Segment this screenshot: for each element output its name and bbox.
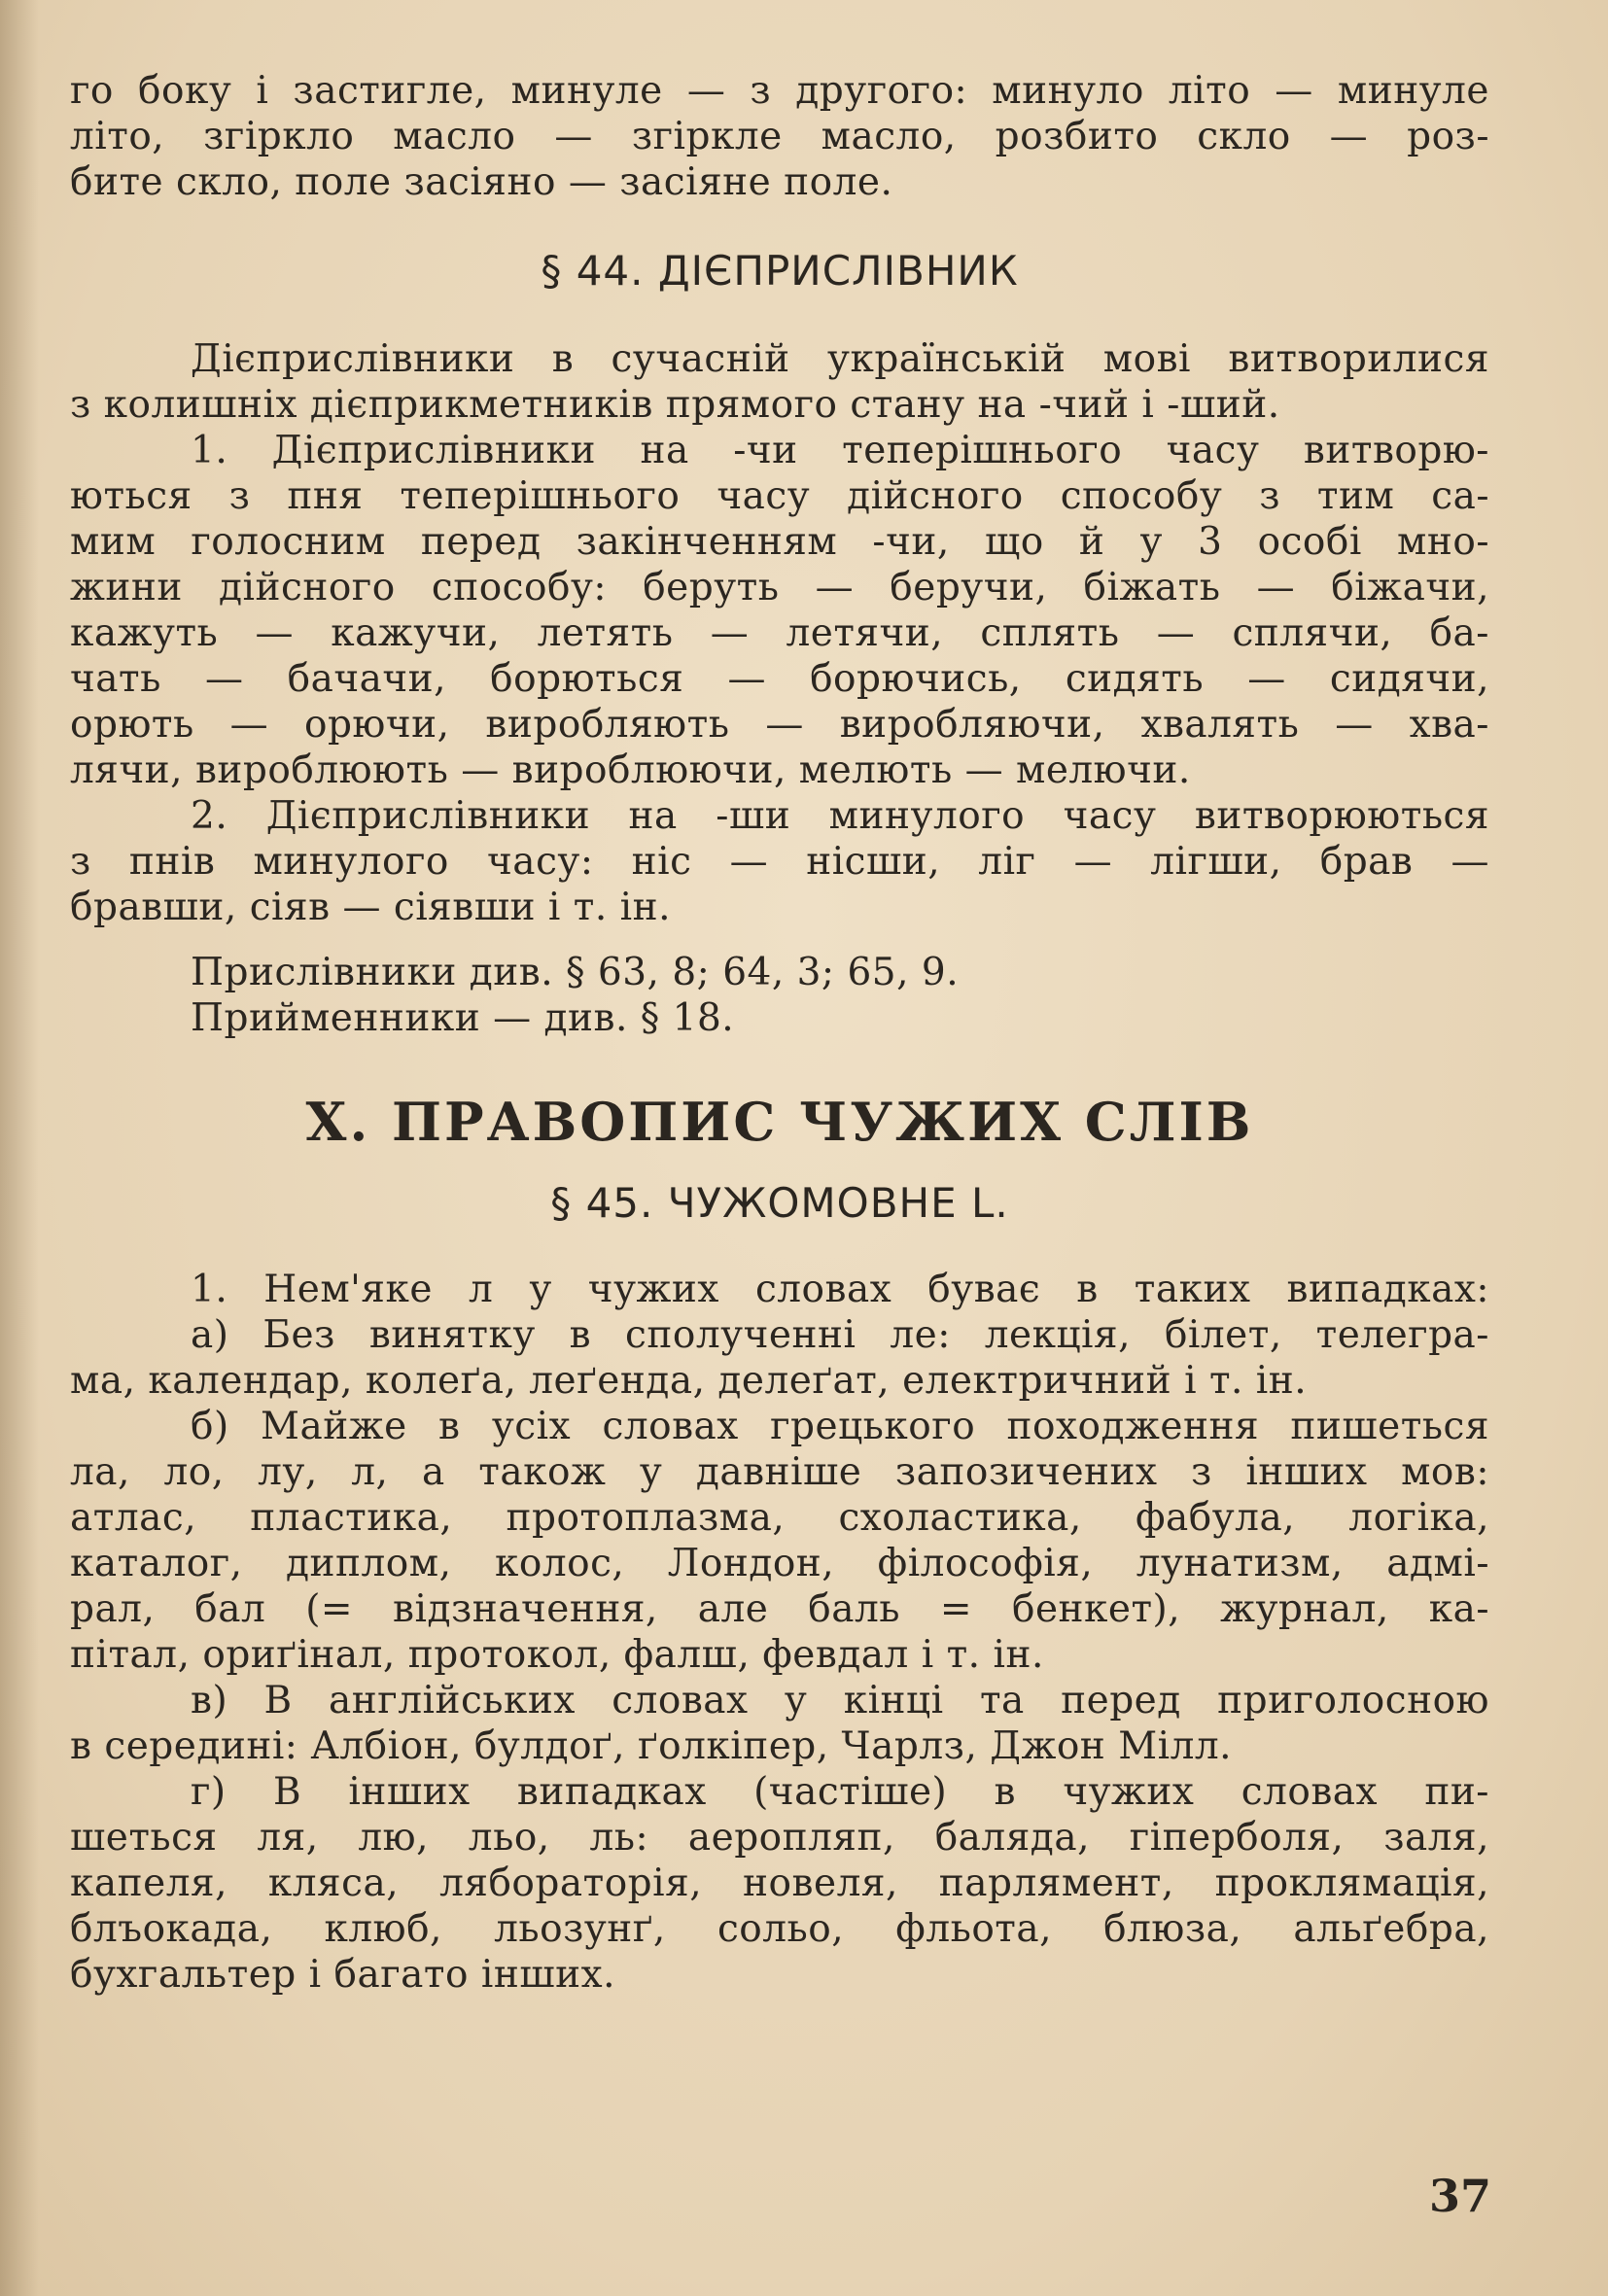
section-45-item-g [70, 1769, 1489, 1998]
section-45-item-a [70, 1312, 1489, 1404]
text-line: пітал, ориґінал, протокол, фалш, февдал і т. ін. [70, 1633, 1044, 1677]
text-line: блъокада, клюб, льозунґ, сольо, фльота, блюза, альґебра, [70, 1907, 1489, 1951]
text-line: ються з пня теперішнього часу дійсного способу з тим са- [70, 474, 1489, 518]
text-line: каталог, диплом, колос, Лондон, філософія, лунатизм, адмі- [70, 1542, 1489, 1585]
text-line: в середині: Албіон, булдоґ, ґолкіпер, Чарлз, Джон Мілл. [70, 1724, 1233, 1768]
text-line: жини дійсного способу: беруть — беручи, біжать — біжачи, [70, 566, 1489, 609]
page-text [70, 68, 1489, 1998]
page-gutter-shadow [0, 0, 39, 2296]
text-line: ма, календар, колеґа, леґенда, делеґат, електричний і т. ін. [70, 1359, 1308, 1403]
text-line: орють — орючи, виробляють — виробляючи, хвалять — хва- [70, 703, 1489, 747]
section-44-paragraph-2 [70, 428, 1489, 793]
text-line: чать — бачачи, борються — борючись, сидять — сидячи, [70, 657, 1489, 701]
text-line: 1. Дієприслівники на -чи теперішнього часу витворю- [191, 429, 1489, 472]
text-line: ла, ло, лу, л, а також у давніше запозичених з інших мов: [70, 1450, 1489, 1494]
prepositions-reference: Прийменники — див. § 18. [191, 996, 735, 1040]
section-44-heading: § 44. ДІЄПРИСЛІВНИК [541, 247, 1019, 295]
chapter-title: X. ПРАВОПИС ЧУЖИХ СЛІВ [305, 1091, 1254, 1153]
section-45-item-v [70, 1678, 1489, 1769]
text-line: б) Майже в усіх словах грецького походження пишеться [191, 1405, 1489, 1448]
text-line: з колишніх дієприкметників прямого стану на -чий і -ший. [70, 383, 1280, 427]
cross-references [70, 950, 1489, 1041]
text-line: бухгальтер і багато інших. [70, 1953, 615, 1997]
section-44-paragraph-1 [70, 336, 1489, 428]
text-line: г) В інших випадках (частіше) в чужих словах пи- [191, 1770, 1489, 1814]
text-line: атлас, пластика, протоплазма, схоластика, фабула, логіка, [70, 1496, 1489, 1540]
section-45-item-b [70, 1404, 1489, 1678]
text-line: в) В англійських словах у кінці та перед приголосною [191, 1679, 1489, 1722]
text-line: го боку і застигле, минуле — з другого: минуло літо — минуле [70, 69, 1489, 113]
page-number: 37 [1428, 2170, 1491, 2222]
text-line: з пнів минулого часу: ніс — нісши, ліг — лігши, брав — [70, 840, 1489, 884]
text-line: мим голосним перед закінченням -чи, що й у 3 особі мно- [70, 520, 1489, 564]
text-line: рал, бал (= відзначення, але баль = бенкет), журнал, ка- [70, 1587, 1489, 1631]
text-line: Дієприслівники в сучасній українській мові витворилися [191, 337, 1489, 381]
text-line: шеться ля, лю, льо, ль: аеропляп, баляда, гіперболя, заля, [70, 1816, 1489, 1860]
text-line: 1. Нем'яке л у чужих словах буває в таких випадках: [191, 1268, 1489, 1311]
section-45-heading: § 45. ЧУЖОМОВНЕ L. [550, 1179, 1009, 1227]
section-45-paragraph-1 [70, 1267, 1489, 1312]
adverbs-reference: Прислівники див. § 63, 8; 64, 3; 65, 9. [191, 951, 960, 994]
text-line: бравши, сіяв — сіявши і т. ін. [70, 886, 671, 929]
text-line: літо, згіркло масло — згіркле масло, розбито скло — роз- [70, 115, 1489, 158]
text-line: лячи, вироблюють — вироблюючи, мелють — мелючи. [70, 748, 1191, 792]
text-line: а) Без винятку в сполученні ле: лекція, білет, телегра- [191, 1313, 1489, 1357]
section-44-paragraph-3 [70, 793, 1489, 930]
text-line: бите скло, поле засіяно — засіяне поле. [70, 160, 893, 204]
text-line: капеля, кляса, лябораторія, новеля, парлямент, проклямація, [70, 1861, 1489, 1905]
text-line: 2. Дієприслівники на -ши минулого часу витворюються [191, 794, 1489, 838]
intro-paragraph [70, 68, 1489, 205]
text-line: кажуть — кажучи, летять — летячи, сплять — сплячи, ба- [70, 611, 1489, 655]
